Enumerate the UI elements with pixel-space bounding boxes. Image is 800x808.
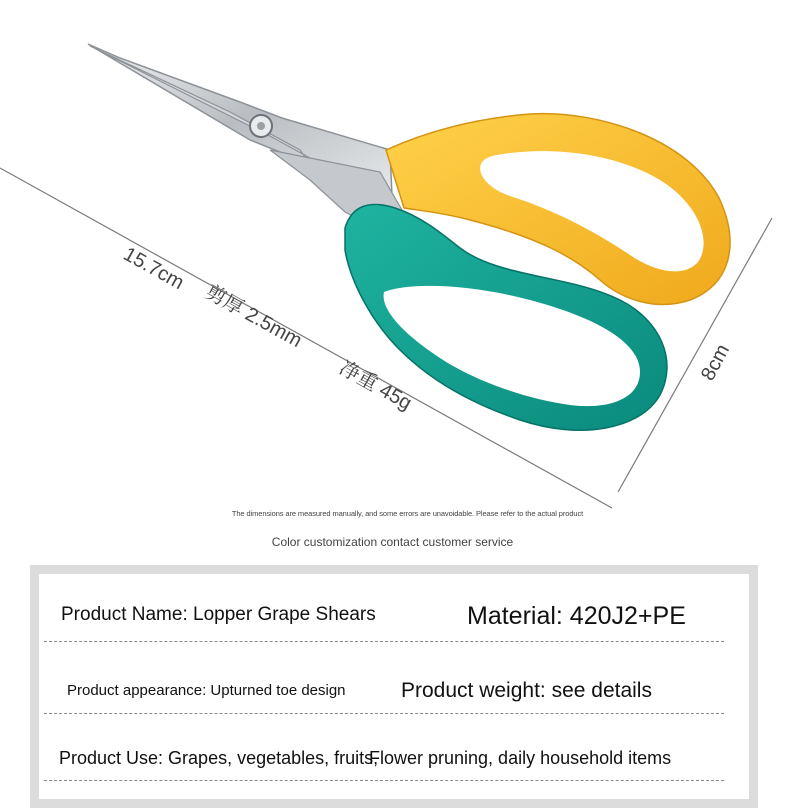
product-name: Product Name: Lopper Grape Shears — [61, 604, 376, 625]
product-appearance: Product appearance: Upturned toe design — [67, 682, 346, 699]
net-weight-label: 净重 45g — [335, 357, 416, 415]
color-customization-note: Color customization contact customer service — [271, 535, 514, 549]
disclaimer-text: The dimensions are measured manually, and some errors are unavoidable. Please refer to the actual product — [231, 509, 584, 518]
shear-blades — [88, 44, 402, 226]
spec-divider — [44, 641, 724, 642]
material: Material: 420J2+PE — [467, 602, 686, 630]
spec-divider — [44, 780, 724, 781]
length-dimension-label: 15.7cm — [119, 243, 188, 295]
spec-row — [39, 714, 749, 784]
spec-row — [39, 646, 749, 716]
spec-card — [30, 565, 758, 808]
product-use-continued: Flower pruning, daily household items — [369, 748, 672, 768]
product-weight: Product weight: see details — [401, 679, 652, 702]
width-dimension-label: 8cm — [696, 340, 735, 385]
blade-thickness-label: 剪厚 2.5mm — [201, 281, 306, 353]
product-use: Product Use: Grapes, vegetables, fruits, — [59, 748, 379, 768]
spec-row — [39, 574, 749, 644]
